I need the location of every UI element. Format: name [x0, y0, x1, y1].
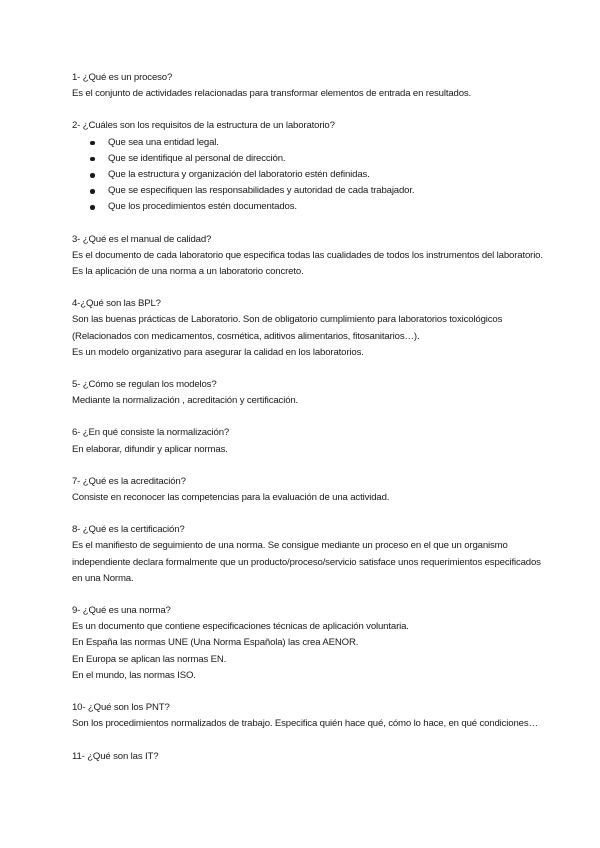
- answer-line: Son las buenas prácticas de Laboratorio. Son de obligatorio cumplimiento para laboratorios toxicológicos: [72, 314, 503, 326]
- answer-line: Son los procedimientos normalizados de trabajo. Especifica quién hace qué, cómo lo hace, en qué condiciones…: [72, 718, 538, 730]
- answer-line: independiente declara formalmente que un producto/proceso/servicio satisface unos requerimientos especificados: [72, 556, 541, 568]
- answer-line: En el mundo, las normas ISO.: [72, 669, 196, 681]
- answer-line: Es el manifiesto de seguimiento de una norma. Se consigue mediante un proceso en el que un organismo: [72, 540, 508, 552]
- answer-line: Es el conjunto de actividades relacionadas para transformar elementos de entrada en resultados.: [72, 88, 472, 100]
- answer-line: Consiste en reconocer las competencias para la evaluación de una actividad.: [72, 492, 390, 504]
- answer-line: Es un modelo organizativo para asegurar la calidad en los laboratorios.: [72, 346, 364, 358]
- qa-block-10: [72, 700, 542, 732]
- question-heading: 6- ¿En qué consiste la normalización?: [72, 427, 230, 439]
- answer-line: En España las normas UNE (Una Norma Española) las crea AENOR.: [72, 637, 359, 649]
- answer-line: Es el documento de cada laboratorio que especifica todas las cualidades de todos los instrumentos del laboratorio.: [72, 249, 543, 261]
- qa-block-8: [72, 522, 542, 587]
- answer-line: (Relacionados con medicamentos, cosmética, aditivos alimentarios, fitosanitarios…).: [72, 330, 420, 342]
- question-heading: 9- ¿Qué es una norma?: [72, 605, 171, 617]
- requirements-list: [72, 135, 542, 216]
- question-heading: 4-¿Qué son las BPL?: [72, 298, 161, 310]
- qa-block-9: [72, 603, 542, 684]
- list-item: Que se especifiquen las responsabilidades y autoridad de cada trabajador.: [90, 183, 542, 199]
- qa-block-7: [72, 474, 542, 506]
- answer-line: Es la aplicación de una norma a un laboratorio concreto.: [72, 266, 304, 278]
- answer-line: en una Norma.: [72, 572, 134, 584]
- question-heading: 10- ¿Qué son los PNT?: [72, 702, 170, 714]
- list-item: Que la estructura y organización del laboratorio estén definidas.: [90, 167, 542, 183]
- document-page: [72, 70, 542, 781]
- qa-block-4: [72, 296, 542, 361]
- list-item: Que sea una entidad legal.: [90, 135, 542, 151]
- question-heading: 5- ¿Cómo se regulan los modelos?: [72, 379, 217, 391]
- question-heading: 1- ¿Qué es un proceso?: [72, 72, 173, 83]
- question-heading: 7- ¿Qué es la acreditación?: [72, 475, 186, 487]
- question-heading: 8- ¿Qué es la certificación?: [72, 524, 185, 536]
- question-heading: 2- ¿Cuáles son los requisitos de la estructura de un laboratorio?: [72, 120, 335, 132]
- qa-block-2: [72, 118, 542, 215]
- qa-block-1: [72, 70, 542, 102]
- qa-block-3: [72, 232, 542, 281]
- qa-block-6: [72, 425, 542, 457]
- answer-line: En Europa se aplican las normas EN.: [72, 653, 227, 665]
- qa-block-5: [72, 377, 542, 409]
- answer-line: Es un documento que contiene especificaciones técnicas de aplicación voluntaria.: [72, 621, 409, 633]
- question-heading: 3- ¿Qué es el manual de calidad?: [72, 233, 212, 245]
- question-heading: 11- ¿Qué son las IT?: [72, 750, 159, 762]
- answer-line: Mediante la normalización , acreditación y certificación.: [72, 395, 299, 407]
- list-item: Que los procedimientos estén documentados.: [90, 199, 542, 215]
- answer-line: En elaborar, difundir y aplicar normas.: [72, 443, 228, 455]
- list-item: Que se identifique al personal de dirección.: [90, 151, 542, 167]
- qa-block-11: [72, 749, 542, 765]
